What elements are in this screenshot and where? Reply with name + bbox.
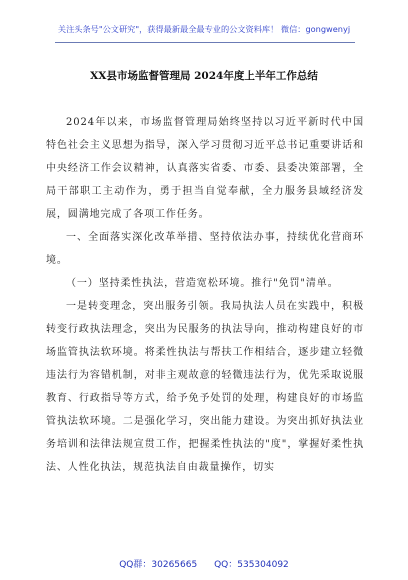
intro-paragraph: 2024年以来，市场监督管理局始终坚持以习近平新时代中国特色社会主义思想为指导，深入学习贯彻习近平总书记重要讲话和中央经济工作会议精神，认真落实省委、市委、县委决策部署，全局干部职工主动作为，勇于担当自觉奉献，全力服务县域经济发展，圆满地完成了各项工作任务。 <box>46 117 364 220</box>
footer-qq-group: QQ群：30265665 <box>119 560 198 570</box>
header-note: 关注头条号"公文研究"，获得最新最全最专业的公文资料库！ 微信：gongwenyj <box>57 24 351 34</box>
document-title: XX县市场监督管理局 2024年度上半年工作总结 <box>90 70 318 82</box>
subsection-heading-1: （一）坚持柔性执法，营造宽松环境。推行"免罚"清单。 <box>66 278 339 289</box>
footer-contact <box>0 557 408 570</box>
document-body <box>46 111 364 479</box>
footer-qq: QQ：535304092 <box>214 560 289 570</box>
header-divider <box>55 42 355 43</box>
section-heading-1: 一、全面落实深化改革举措、坚持依法办事，持续优化营商环境。 <box>46 232 364 266</box>
body-paragraph: 一是转变理念，突出服务引领。我局执法人员在实践中，积极转变行政执法理念，突出为民服务的执法导向，推动构建良好的市场监管执法软环境。将柔性执法与帮扶工作相结合，逐步建立轻微违法行为容错机制，对非主观故意的轻微违法行为，优先采取说服教育、行政指导等方式，给予免予处罚的处理，构建良好的市场监管执法软环境。二是强化学习，突出能力建设。为突出抓好执法业务培训和法律法规宣贯工作，把握柔性执法的"度"，掌握好柔性执法、人性化执法，规范执法自由裁量操作，切实 <box>46 301 364 473</box>
